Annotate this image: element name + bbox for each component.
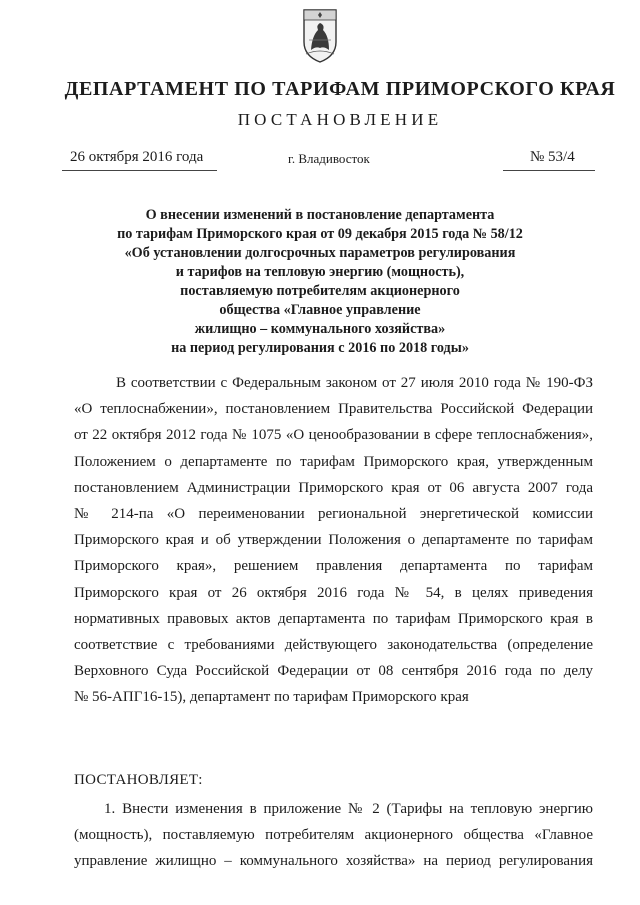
title-line: «Об установлении долгосрочных параметров регулирования <box>124 245 516 261</box>
document-number: № 53/4 <box>530 149 575 165</box>
primorsky-krai-coat-of-arms-icon <box>294 6 346 64</box>
title-line: О внесении изменений в постановление департамента <box>145 207 495 223</box>
date-underline <box>62 170 217 171</box>
preamble-line: Верховного Суда Российской Федерации от 08 сентября 2016 года по делу <box>74 663 593 680</box>
decree-item-1 <box>74 796 593 875</box>
decree-word: ПОСТАНОВЛЯЕТ: <box>74 772 203 788</box>
preamble-line: Положением о департаменте по тарифам Приморского края, утвержденным <box>74 453 593 470</box>
preamble-line: соответствие с требованиями действующего законодательства (определение <box>74 637 593 654</box>
title-line: по тарифам Приморского края от 09 декабря 2015 года № 58/12 <box>117 226 523 242</box>
title-line: поставляемую потребителям акционерного <box>180 283 460 299</box>
document-title <box>60 206 580 358</box>
title-line: жилищно – коммунального хозяйства» <box>194 321 446 337</box>
title-line: на период регулирования с 2016 по 2018 годы» <box>171 340 469 356</box>
preamble-line: № 214-па «О переименовании региональной энергетической комиссии <box>74 506 593 523</box>
preamble-line: В соответствии с Федеральным законом от 27 июля 2010 года № 190-ФЗ <box>116 375 593 391</box>
department-heading: ДЕПАРТАМЕНТ ПО ТАРИФАМ ПРИМОРСКОГО КРАЯ <box>64 78 616 100</box>
document-type: ПОСТАНОВЛЕНИЕ <box>237 110 443 129</box>
number-underline <box>503 170 595 171</box>
document-date: 26 октября 2016 года <box>70 149 204 165</box>
preamble-line: Приморского края», решением правления департамента по тарифам <box>74 558 593 575</box>
item-line: 1. Внести изменения в приложение № 2 (Тарифы на тепловую энергию <box>104 801 593 817</box>
preamble-line: нормативных правовых актов департамента по тарифам Приморского края в <box>74 610 593 627</box>
preamble-line: Приморского края и об утверждении Положения о департаменте по тарифам <box>74 532 593 549</box>
document-city: г. Владивосток <box>288 151 370 166</box>
preamble-line: № 56-АПГ16-15), департамент по тарифам Приморского края <box>74 689 469 706</box>
preamble-line: «О теплоснабжении», постановлением Правительства Российской Федерации <box>74 401 593 418</box>
title-line: и тарифов на тепловую энергию (мощность), <box>175 264 465 280</box>
preamble-paragraph <box>74 370 593 711</box>
title-line: общества «Главное управление <box>219 302 421 318</box>
preamble-line: Приморского края от 26 октября 2016 года № 54, в целях приведения <box>74 584 593 601</box>
preamble-line: постановлением Администрации Приморского края от 06 августа 2007 года <box>74 479 593 496</box>
preamble-line: от 22 октября 2012 года № 1075 «О ценообразовании в сфере теплоснабжения», <box>74 427 593 444</box>
item-line: управление жилищно – коммунального хозяйства» на период регулирования <box>74 853 593 870</box>
item-line: (мощность), поставляемую потребителям акционерного общества «Главное <box>74 827 593 844</box>
